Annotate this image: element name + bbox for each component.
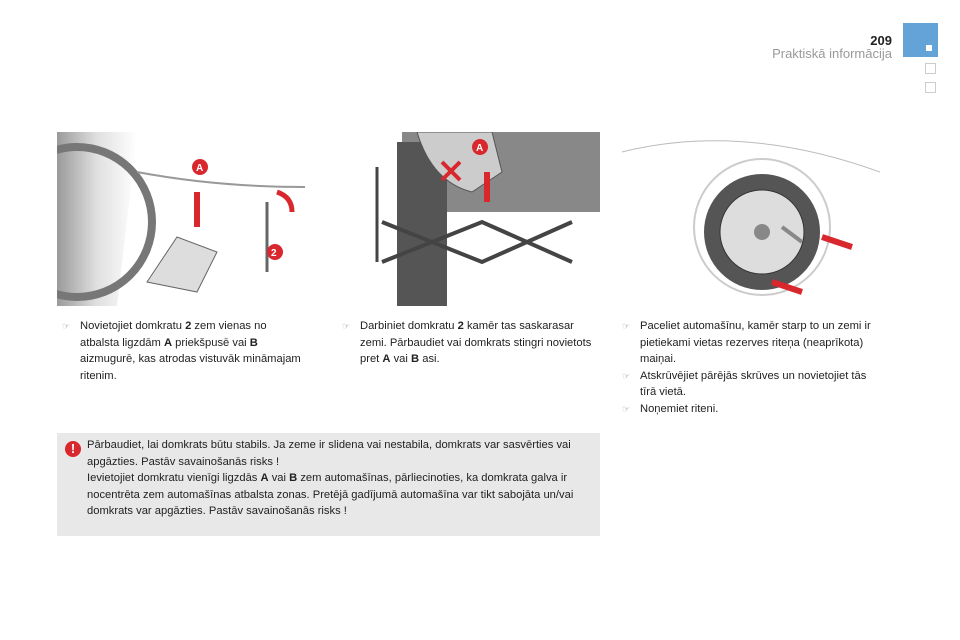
text-segment: vai xyxy=(390,353,412,365)
text-segment: Darbiniet domkratu xyxy=(360,320,458,332)
text-segment: Atskrūvējiet pārējās skrūves un novietojiet tās tīrā vietā. xyxy=(640,369,867,398)
step-item xyxy=(342,318,602,368)
bold-reference: A xyxy=(260,472,269,484)
illustration-jack-placement xyxy=(57,132,305,306)
bold-reference: 2 xyxy=(457,320,464,332)
step-column-2 xyxy=(342,318,602,368)
text-segment: Pārbaudiet, lai domkrats būtu stabils. Ja zeme ir slidena vai nestabila, domkrats var sasvērties vai apgāzties. Pastāv savainošanās risks ! xyxy=(87,439,571,468)
section-title: Praktiskā informācija xyxy=(772,46,892,61)
step-item xyxy=(62,318,302,384)
bold-reference: B xyxy=(289,472,298,484)
step-column-3 xyxy=(622,318,882,417)
step-item xyxy=(622,401,882,418)
label-a: A xyxy=(476,143,484,154)
warning-box xyxy=(57,433,600,536)
illustration-jack-contact xyxy=(342,132,600,306)
bullet-icon: ☞ xyxy=(622,403,631,414)
bold-reference: A xyxy=(163,336,173,349)
text-segment: priekšpusē vai xyxy=(172,336,250,349)
bullet-icon: ☞ xyxy=(622,370,631,381)
text-segment: asi. xyxy=(419,353,440,365)
text-segment: zem vienas no atbalsta ligzdām xyxy=(80,320,267,349)
bold-reference: B xyxy=(249,336,258,349)
label-2: 2 xyxy=(271,248,277,259)
step-column-1 xyxy=(62,318,302,384)
warning-icon: ! xyxy=(65,441,81,457)
warning-text xyxy=(87,437,592,520)
chapter-marker xyxy=(925,82,936,93)
label-a: A xyxy=(196,163,204,174)
bold-reference: A xyxy=(382,353,391,365)
bullet-icon: ☞ xyxy=(62,321,71,331)
bullet-icon: ☞ xyxy=(622,321,631,331)
page-number: 209 xyxy=(870,33,892,48)
text-segment: zem automašīnas, pārliecinoties, ka domkrata galva ir nocentrēta zem automašīnas atbalsta zonas. Pretējā gadījumā automašīna var tikt sabojāta un/vai domkrats var apgāzties. Pastāv savainošanās risks ! xyxy=(87,472,574,517)
text-segment: Paceliet automašīnu, kamēr starp to un zemi ir pietiekami vietas rezerves riteņa (neaprīkota) maiņai. xyxy=(640,320,871,365)
text-segment: kamēr tas saskarasar zemi. Pārbaudiet vai domkrats stingri novietots pret xyxy=(360,320,592,365)
text-segment: aizmugurē, kas atrodas vistuvāk mināmajam ritenim. xyxy=(80,353,301,382)
text-segment: Novietojiet domkratu xyxy=(80,320,186,332)
chapter-marker xyxy=(925,63,936,74)
step-item xyxy=(622,318,882,368)
bold-reference: 2 xyxy=(185,320,192,332)
text-segment: Ievietojiet domkratu vienīgi ligzdās xyxy=(87,472,261,484)
step-item xyxy=(622,368,882,401)
text-segment: Noņemiet riteni. xyxy=(640,402,719,415)
chapter-tab[interactable] xyxy=(903,23,938,57)
illustration-wheel-removal xyxy=(622,132,880,306)
text-segment: vai xyxy=(268,472,290,484)
bullet-icon: ☞ xyxy=(342,321,351,331)
bold-reference: B xyxy=(411,353,420,365)
